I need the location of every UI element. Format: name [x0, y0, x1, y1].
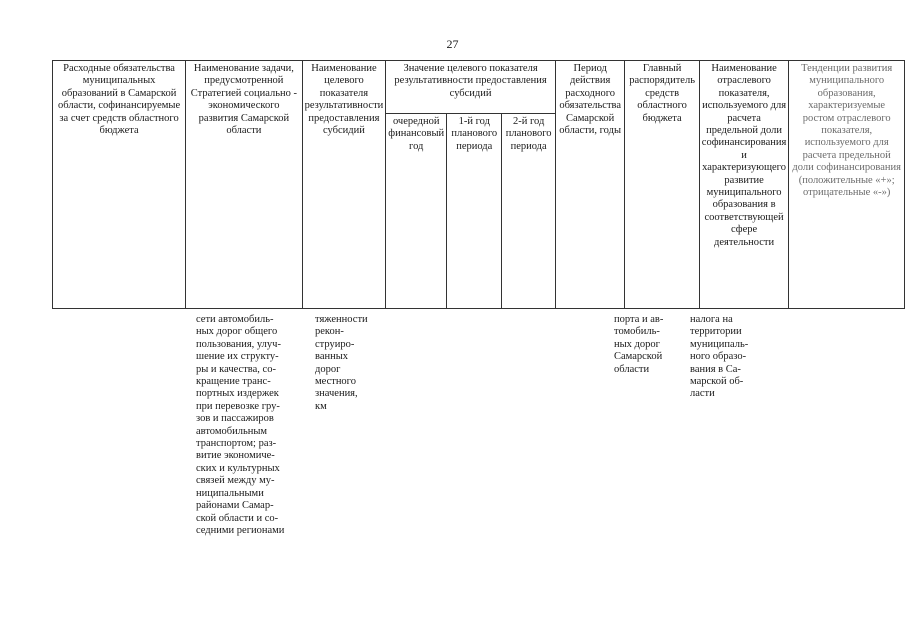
continuation-col-manager	[614, 314, 684, 376]
text-line: кращение транс-	[196, 376, 271, 388]
page-number: 27	[446, 37, 459, 51]
text-line: томобиль-	[614, 326, 660, 338]
header-col-plan-year-1: 1-й год планового периода	[447, 114, 502, 309]
text-line: ных дорог	[614, 338, 660, 350]
text-line: связей между му-	[196, 475, 275, 487]
header-col-trends: Тенденции развития муниципального образования, характеризуемые ростом отраслевого показателя, используемого для расчета предельной доли софинансирования (положительные «+»; отрицательные «-»)	[789, 61, 905, 309]
text-line: Самарской	[614, 351, 663, 363]
text-line: ской области и со-	[196, 512, 279, 524]
header-col-current-year: очередной финансовый год	[386, 114, 447, 309]
text-line: шение их структу-	[196, 351, 279, 363]
text-line: марской об-	[690, 376, 744, 388]
text-line: муниципаль-	[690, 338, 749, 350]
text-line: транспортом; раз-	[196, 438, 277, 450]
text-line: сети автомобиль-	[196, 314, 274, 325]
text-line: портных издержек	[196, 388, 279, 400]
text-line: ных дорог общего	[196, 326, 278, 338]
text-line: км	[315, 400, 327, 412]
text-line: ских и культурных	[196, 462, 280, 474]
text-line: автомобильным	[196, 425, 268, 437]
text-line: налога на	[690, 314, 733, 325]
text-line: области	[614, 363, 650, 375]
text-line: значения,	[315, 388, 358, 400]
header-col-plan-year-2: 2-й год планового периода	[502, 114, 556, 309]
text-line: струиро-	[315, 338, 355, 350]
continuation-col-indicator	[315, 314, 381, 413]
header-col-target-value: Значение целевого показателя результативности предоставления субсидий	[386, 61, 556, 114]
text-line: тяженности рекон-	[315, 314, 368, 338]
text-line: при перевозке гру-	[196, 400, 280, 412]
text-line: дорог	[315, 363, 341, 375]
text-line: пользования, улуч-	[196, 338, 281, 350]
text-line: вания в Са-	[690, 363, 741, 375]
text-line: территории	[690, 326, 742, 338]
text-line: ласти	[690, 388, 715, 400]
text-line: порта и ав-	[614, 314, 664, 325]
text-line: ры и качества, со-	[196, 363, 276, 375]
continuation-col-task	[196, 314, 310, 537]
header-table	[52, 60, 905, 309]
text-line: местного	[315, 376, 356, 388]
header-col-manager: Главный распорядитель средств областного бюджета	[625, 61, 699, 309]
header-col-period: Период действия расходного обязательства Самарской области, годы	[555, 61, 625, 309]
text-line: ванных	[315, 351, 349, 363]
header-col-obligations: Расходные обязательства муниципальных образований в Самарской области, софинансируемые за счет средств областного бюджета	[53, 61, 186, 309]
text-line: седними регионами	[196, 524, 285, 536]
continuation-col-sector-indicator	[690, 314, 770, 401]
text-line: зов и пассажиров	[196, 413, 274, 425]
header-col-indicator: Наименование целевого показателя результативности предоставления субсидий	[302, 61, 386, 309]
text-line: районами Самар-	[196, 500, 274, 512]
text-line: витие экономиче-	[196, 450, 275, 462]
header-col-task: Наименование задачи, предусмотренной Стратегией социально - экономического развития Самарской области	[186, 61, 303, 309]
text-line: ниципальными	[196, 487, 264, 499]
header-col-sector-indicator: Наименование отраслевого показателя, используемого для расчета предельной доли софинансирования и характеризующего развитие муниципального образования в соответствующей сфере деятельности	[699, 61, 789, 309]
text-line: ного образо-	[690, 351, 747, 363]
